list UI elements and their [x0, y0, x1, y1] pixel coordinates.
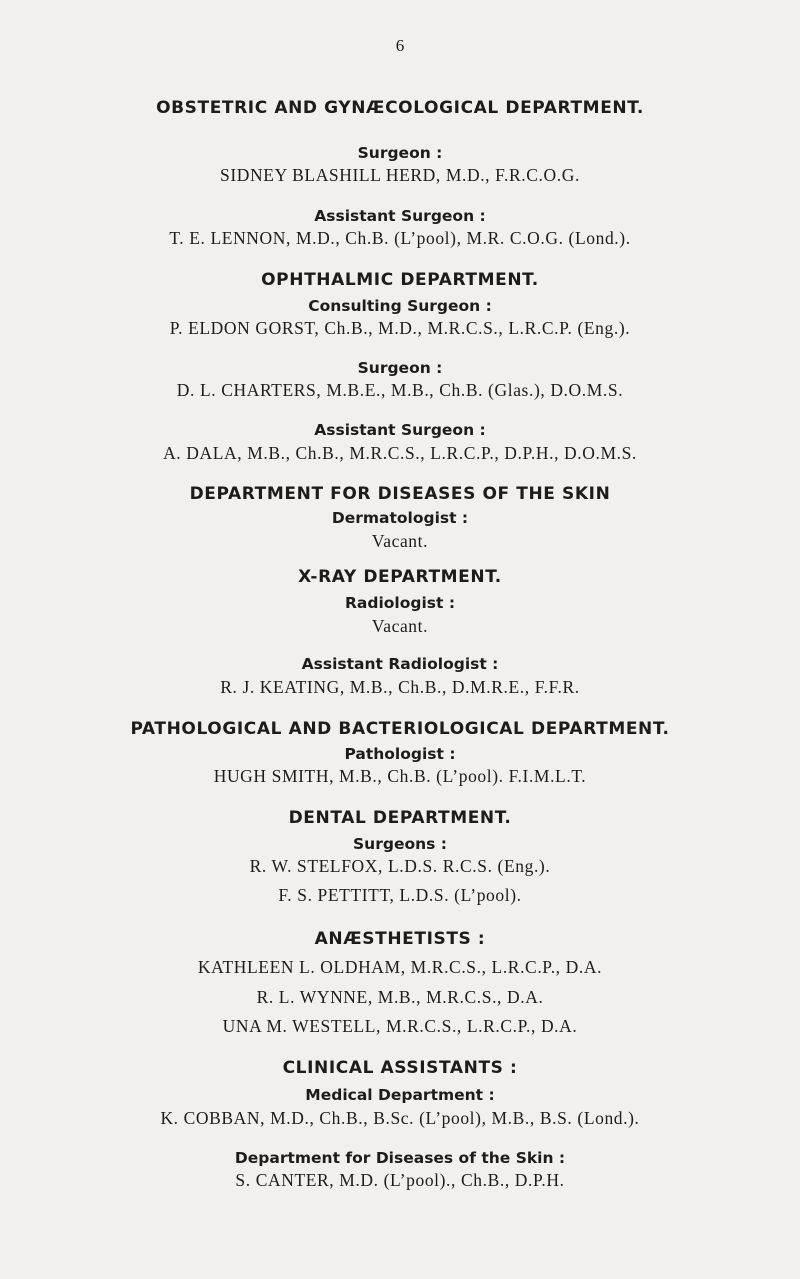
staff-name: HUGH SMITH, M.B., Ch.B. (L’pool). F.I.M.L.T. [213, 766, 587, 786]
staff-name: K. COBBAN, M.D., Ch.B., B.Sc. (L’pool), M.B., B.S. (Lond.). [160, 1108, 640, 1128]
role-label: Consulting Surgeon : [308, 297, 492, 315]
staff-name: F. S. PETTITT, L.D.S. (L’pool). [278, 885, 522, 905]
staff-name: A. DALA, M.B., Ch.B., M.R.C.S., L.R.C.P., D.P.H., D.O.M.S. [163, 443, 637, 463]
role-label: Radiologist : [344, 594, 456, 612]
staff-name: R. J. KEATING, M.B., Ch.B., D.M.R.E., F.F.R. [220, 677, 580, 697]
role-label: Dermatologist : [331, 509, 469, 527]
staff-name: R. W. STELFOX, L.D.S. R.C.S. (Eng.). [249, 856, 551, 876]
section-heading: OBSTETRIC AND GYNÆCOLOGICAL DEPARTMENT. [156, 98, 644, 118]
role-label: Assistant Radiologist : [301, 655, 499, 673]
staff-name: KATHLEEN L. OLDHAM, M.R.C.S., L.R.C.P., D.A. [197, 957, 603, 977]
page-number: 6 [395, 36, 405, 55]
role-label: Medical Department : [305, 1086, 495, 1104]
staff-name: T. E. LENNON, M.D., Ch.B. (L’pool), M.R. C.O.G. (Lond.). [169, 228, 631, 248]
staff-name: Vacant. [371, 616, 429, 636]
section-heading: CLINICAL ASSISTANTS : [282, 1058, 518, 1078]
role-label: Surgeon : [357, 359, 443, 377]
staff-name: Vacant. [371, 531, 429, 551]
section-heading: OPHTHALMIC DEPARTMENT. [261, 270, 539, 290]
role-label: Surgeons : [353, 835, 447, 853]
staff-name: S. CANTER, M.D. (L’pool)., Ch.B., D.P.H. [235, 1170, 565, 1190]
role-label: Surgeon : [357, 144, 443, 162]
staff-name: D. L. CHARTERS, M.B.E., M.B., Ch.B. (Glas.), D.O.M.S. [176, 380, 624, 400]
role-label: Assistant Surgeon : [314, 207, 486, 225]
staff-name: UNA M. WESTELL, M.R.C.S., L.R.C.P., D.A. [222, 1016, 578, 1036]
section-heading: DENTAL DEPARTMENT. [288, 808, 512, 828]
role-label: Pathologist : [344, 745, 456, 763]
section-heading: PATHOLOGICAL AND BACTERIOLOGICAL DEPARTMENT. [130, 719, 670, 739]
role-label: Department for Diseases of the Skin : [234, 1149, 566, 1167]
section-heading: DEPARTMENT FOR DISEASES OF THE SKIN [189, 484, 611, 504]
staff-name: P. ELDON GORST, Ch.B., M.D., M.R.C.S., L.R.C.P. (Eng.). [169, 318, 631, 338]
staff-name: SIDNEY BLASHILL HERD, M.D., F.R.C.O.G. [220, 165, 580, 185]
role-label: Assistant Surgeon : [314, 421, 486, 439]
staff-name: R. L. WYNNE, M.B., M.R.C.S., D.A. [256, 987, 544, 1007]
section-heading: ANÆSTHETISTS : [314, 929, 486, 949]
section-heading: X-RAY DEPARTMENT. [298, 567, 502, 587]
